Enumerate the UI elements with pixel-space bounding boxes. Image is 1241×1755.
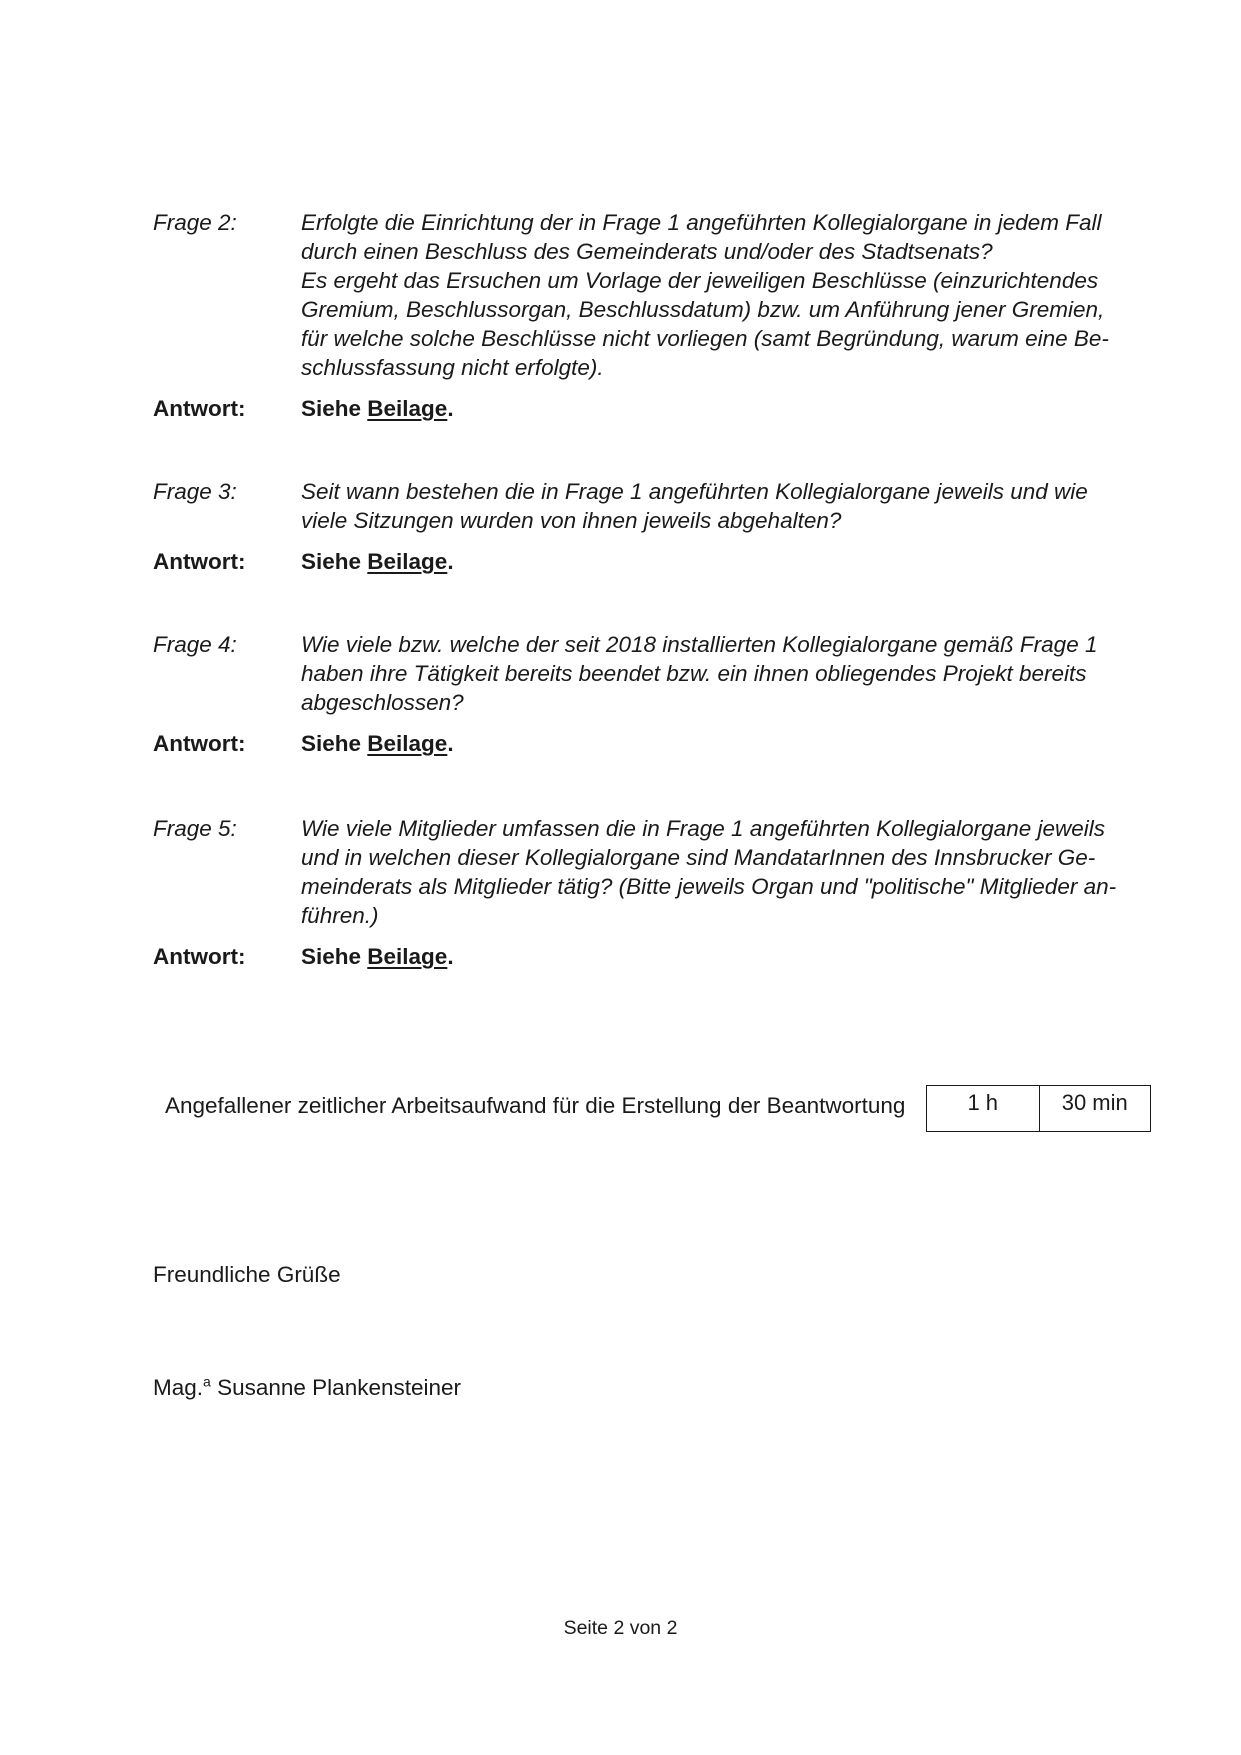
question-line: führen.) [301,903,379,928]
question-text [301,208,1143,382]
question-line: Erfolgte die Einrichtung der in Frage 1 angeführten Kollegialorgane in jedem Fall [301,210,1102,235]
answer-row [153,394,1143,423]
answer-text [301,942,454,971]
question-line: haben ihre Tätigkeit bereits beendet bzw. ein ihnen obliegendes Projekt bereits [301,661,1087,686]
answer-prefix: Siehe [301,549,368,574]
answer-label: Antwort: [153,731,246,756]
answer-suffix: . [447,731,454,756]
question-text [301,630,1143,717]
signature-title-sup: a [203,1373,211,1390]
question-label: Frage 5: [153,816,237,841]
question-text [301,814,1143,930]
answer-prefix: Siehe [301,944,368,969]
answer-label: Antwort: [153,944,246,969]
qa-block-frage-5 [153,814,1143,971]
beilage-link[interactable]: Beilage [367,396,448,421]
answer-suffix: . [447,944,454,969]
signature-title: Mag. [153,1375,204,1400]
qa-block-frage-3 [153,477,1143,576]
closing-greeting: Freundliche Grüße [153,1262,341,1287]
answer-label: Antwort: [153,549,246,574]
question-row [153,477,1143,535]
question-label: Frage 3: [153,479,237,504]
effort-hours: 1 h [967,1090,999,1115]
beilage-link[interactable]: Beilage [367,731,448,756]
question-row [153,630,1143,717]
question-line: Wie viele Mitglieder umfassen die in Frage 1 angeführten Kollegialorgane jeweils [301,816,1105,841]
question-line: Gremium, Beschlussorgan, Beschlussdatum) bzw. um Anführung jener Gremien, [301,297,1105,322]
beilage-link[interactable]: Beilage [367,944,448,969]
question-label: Frage 4: [153,632,237,657]
answer-prefix: Siehe [301,396,368,421]
answer-text [301,547,454,576]
beilage-link[interactable]: Beilage [367,549,448,574]
answer-row [153,942,1143,971]
question-text [301,477,1143,535]
question-line: Es ergeht das Ersuchen um Vorlage der jeweiligen Beschlüsse (einzurichtendes [301,268,1099,293]
page-number: Seite 2 von 2 [563,1617,678,1639]
question-line: und in welchen dieser Kollegialorgane sind MandatarInnen des Innsbrucker Ge- [301,845,1096,870]
question-line: für welche solche Beschlüsse nicht vorliegen (samt Begründung, warum eine Be- [301,326,1109,351]
answer-suffix: . [447,396,454,421]
answer-row [153,547,1143,576]
effort-table [926,1085,1151,1132]
question-row [153,814,1143,930]
question-line: Seit wann bestehen die in Frage 1 angeführten Kollegialorgane jeweils und wie [301,479,1088,504]
signature [153,1375,461,1401]
question-line: Wie viele bzw. welche der seit 2018 installierten Kollegialorgane gemäß Frage 1 [301,632,1098,657]
question-line: viele Sitzungen wurden von ihnen jeweils abgehalten? [301,508,842,533]
question-line: meinderats als Mitglieder tätig? (Bitte jeweils Organ und "politische" Mitglieder an- [301,874,1117,899]
answer-text [301,394,454,423]
question-label: Frage 2: [153,210,237,235]
answer-suffix: . [447,549,454,574]
question-line: abgeschlossen? [301,690,464,715]
answer-row [153,729,1143,758]
qa-block-frage-4 [153,630,1143,758]
question-row [153,208,1143,382]
answer-text [301,729,454,758]
question-line: durch einen Beschluss des Gemeinderats und/oder des Stadtsenats? [301,239,993,264]
signature-name: Susanne Plankensteiner [217,1375,462,1400]
question-line: schlussfassung nicht erfolgte). [301,355,604,380]
answer-label: Antwort: [153,396,246,421]
answer-prefix: Siehe [301,731,368,756]
effort-label: Angefallener zeitlicher Arbeitsaufwand für die Erstellung der Beantwortung [165,1093,906,1118]
qa-block-frage-2 [153,208,1143,423]
effort-minutes: 30 min [1039,1086,1151,1131]
